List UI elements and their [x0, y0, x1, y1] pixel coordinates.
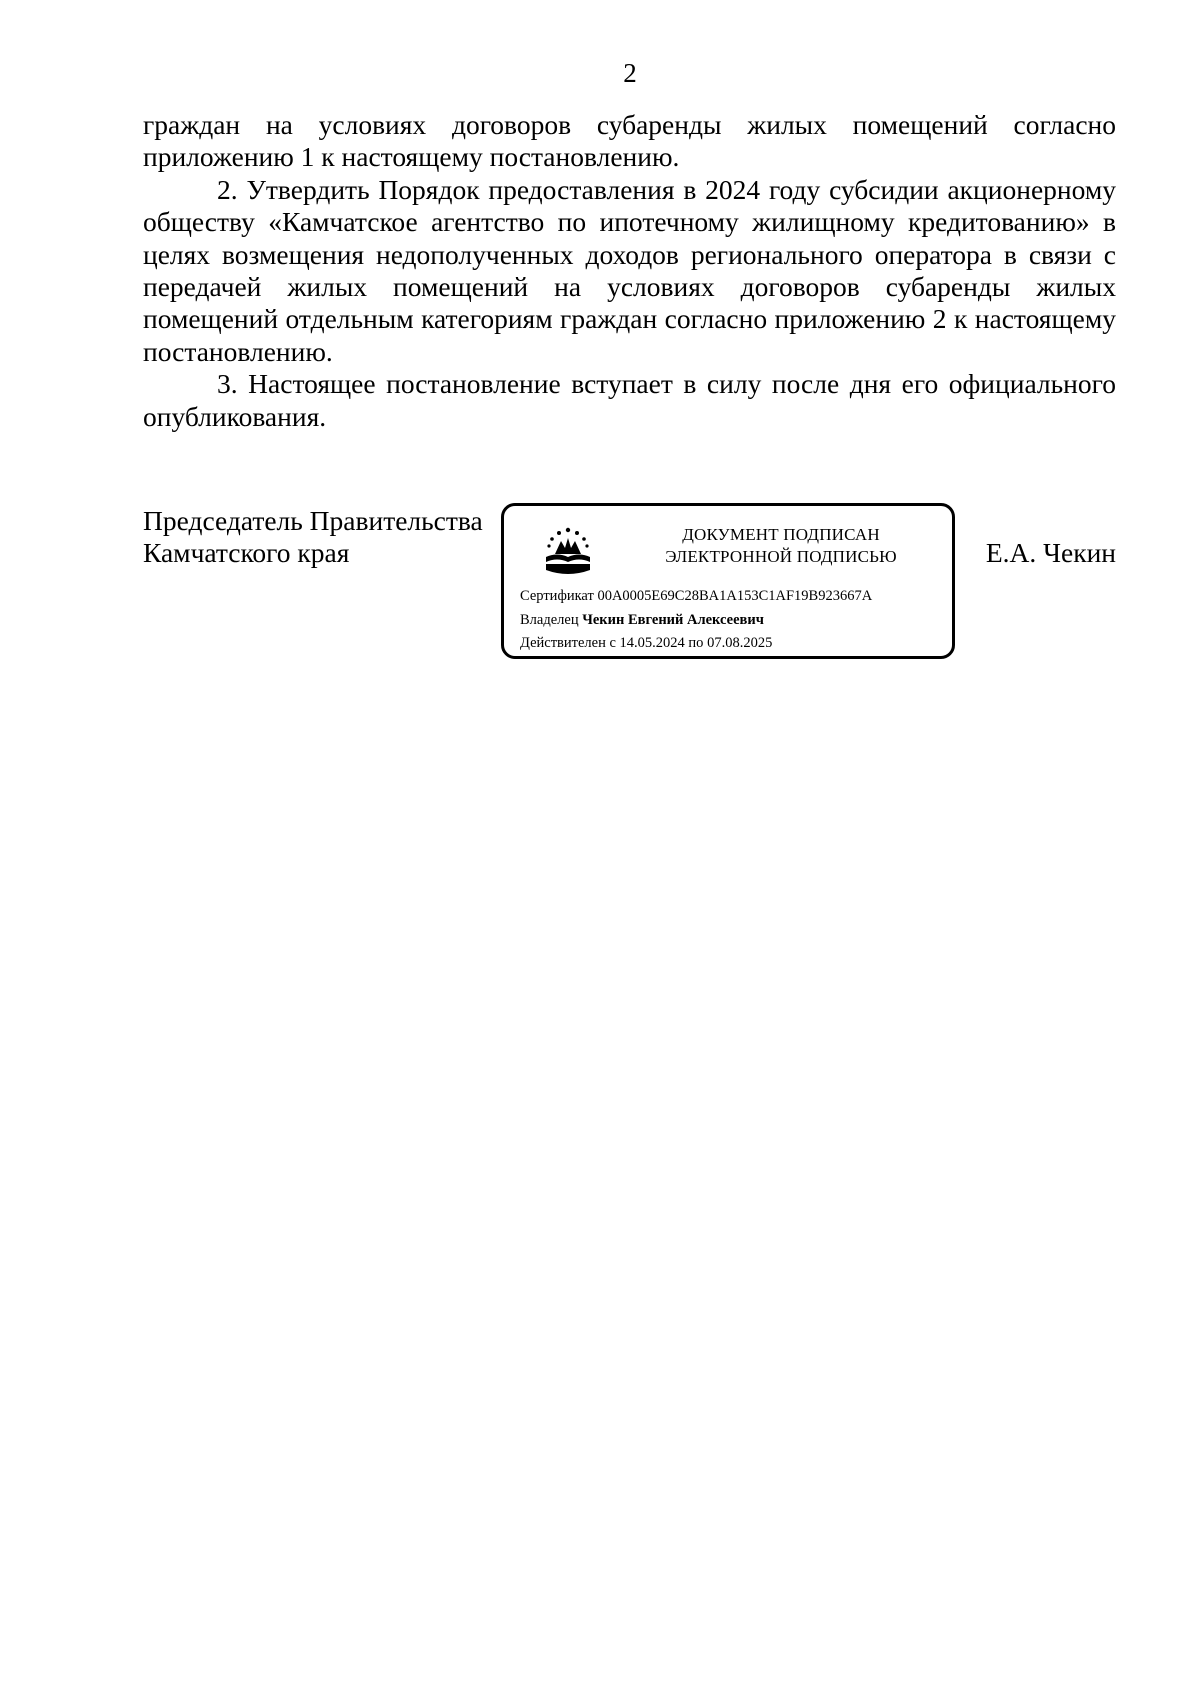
signer-name: Е.А. Чекин	[985, 537, 1116, 568]
stamp-heading	[616, 524, 946, 568]
kamchatka-coat-of-arms-icon	[542, 524, 594, 578]
stamp-validity-line	[520, 634, 772, 652]
document-body	[143, 109, 1116, 433]
stamp-heading-line-2: ЭЛЕКТРОННОЙ ПОДПИСЬЮ	[665, 547, 897, 566]
signature-block	[143, 505, 1116, 665]
valid-to-label: по	[688, 635, 704, 651]
paragraph-item-3: 3. Настоящее постановление вступает в силу после дня его официального опубликования.	[143, 368, 1116, 432]
paragraph-item-2: 2. Утвердить Порядок предоставления в 2024 году субсидии акционерному обществу «Камчатское агентство по ипотечному жилищному кредитованию» в целях возмещения недополученных доходов регионального оператора в связи с передачей жилых помещений на условиях договоров субаренды жилых помещений отдельным категориям граждан согласно приложению 2 к настоящему постановлению.	[143, 173, 1116, 367]
certificate-value: 00A0005E69C28BA1A153C1AF19B923667A	[597, 588, 873, 604]
stamp-heading-line-1: ДОКУМЕНТ ПОДПИСАН	[682, 525, 880, 544]
signer-position	[143, 505, 483, 570]
signer-position-line-2: Камчатского края	[143, 537, 350, 569]
signer-position-line-1: Председатель Правительства	[143, 505, 483, 536]
valid-from-date: 14.05.2024	[619, 635, 685, 651]
valid-from-label: с	[609, 635, 616, 651]
page-number: 2	[623, 58, 637, 88]
electronic-signature-stamp	[501, 503, 955, 659]
certificate-label: Сертификат	[520, 588, 594, 604]
validity-label: Действителен	[520, 635, 606, 651]
stamp-certificate-line	[520, 587, 872, 605]
owner-value: Чекин Евгений Алексеевич	[582, 612, 764, 628]
owner-label: Владелец	[520, 612, 579, 628]
paragraph-continuation: граждан на условиях договоров субаренды жилых помещений согласно приложению 1 к настоящему постановлению.	[143, 109, 1116, 173]
stamp-owner-line	[520, 611, 764, 629]
valid-to-date: 07.08.2025	[707, 635, 773, 651]
